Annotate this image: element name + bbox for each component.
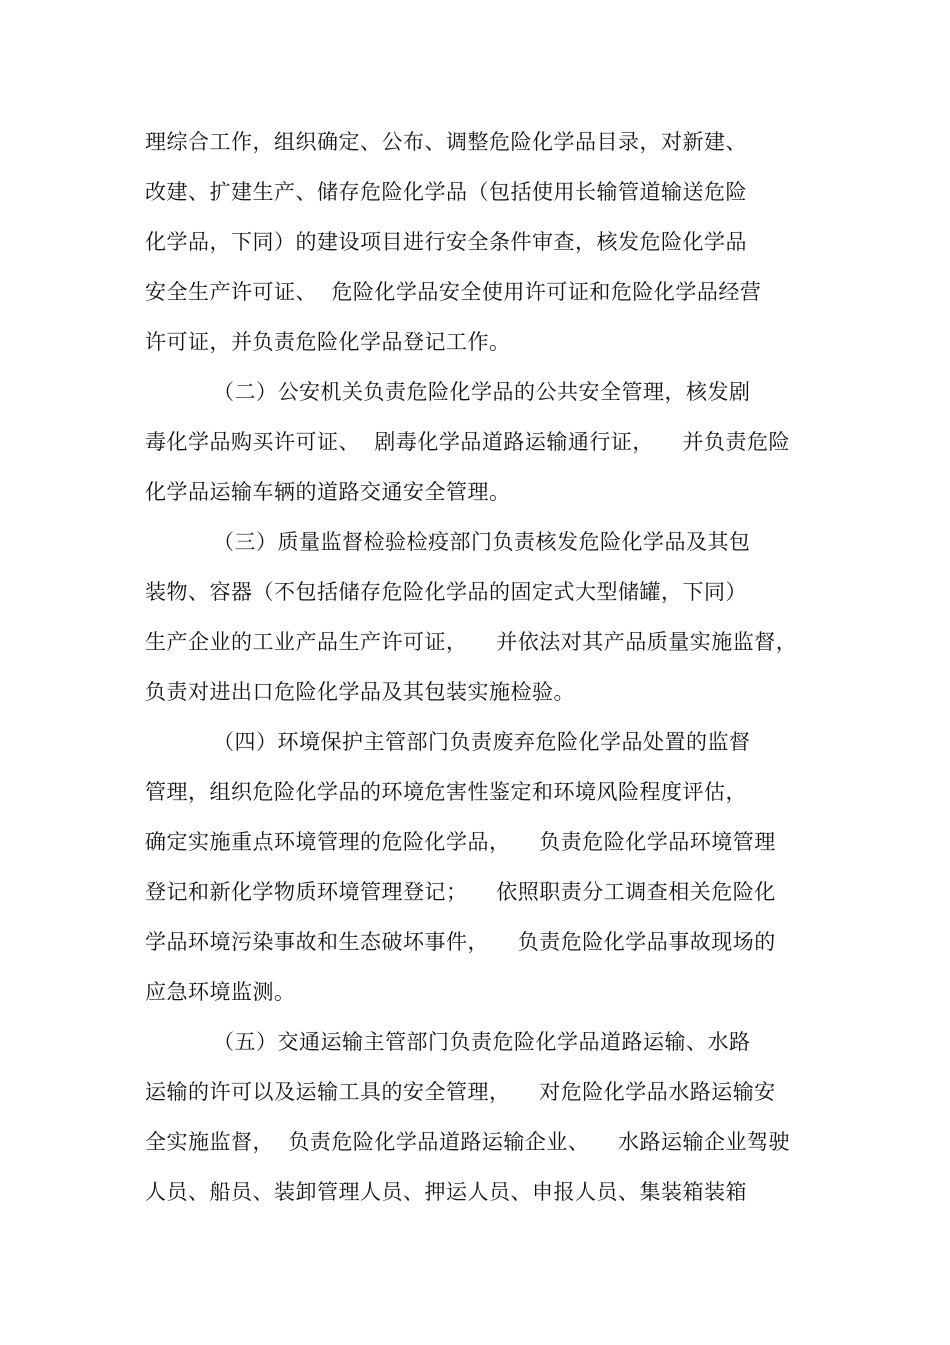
text-line: 改建、扩建生产、储存危险化学品（包括使用长输管道输送危险	[145, 180, 747, 204]
text-line: 化学品，下同）的建设项目进行安全条件审查，核发危险化学品	[145, 230, 747, 254]
text-line: 确定实施重点环境管理的危险化学品， 负责危险化学品环境管理	[145, 830, 776, 854]
paragraph-start-line: （三）质量监督检验检疫部门负责核发危险化学品及其包	[213, 530, 751, 554]
text-line: 运输的许可以及运输工具的安全管理， 对危险化学品水路运输安	[145, 1080, 776, 1104]
text-line: 生产企业的工业产品生产许可证， 并依法对其产品质量实施监督，	[145, 630, 798, 654]
text-line: 安全生产许可证、 危险化学品安全使用许可证和危险化学品经营	[145, 280, 762, 304]
text-line: 应急环境监测。	[145, 980, 296, 1004]
text-line: 许可证，并负责危险化学品登记工作。	[145, 330, 511, 354]
text-line: 负责对进出口危险化学品及其包装实施检验。	[145, 680, 575, 704]
text-line: 全实施监督， 负责危险化学品道路运输企业、 水路运输企业驾驶	[145, 1130, 791, 1154]
text-line: 管理，组织危险化学品的环境危害性鉴定和环境风险程度评估，	[145, 780, 747, 804]
paragraph-start-line: （五）交通运输主管部门负责危险化学品道路运输、水路	[213, 1030, 751, 1054]
paragraph-start-line: （二）公安机关负责危险化学品的公共安全管理，核发剧	[213, 380, 751, 404]
text-line: 登记和新化学物质环境管理登记； 依照职责分工调查相关危险化	[145, 880, 776, 904]
text-line: 化学品运输车辆的道路交通安全管理。	[145, 480, 511, 504]
text-line: 人员、船员、装卸管理人员、押运人员、申报人员、集装箱装箱	[145, 1180, 747, 1204]
text-line: 毒化学品购买许可证、 剧毒化学品道路运输通行证， 并负责危险	[145, 430, 791, 454]
text-line: 学品环境污染事故和生态破坏事件， 负责危险化学品事故现场的	[145, 930, 776, 954]
text-line: 装物、容器（不包括储存危险化学品的固定式大型储罐，下同）	[145, 580, 747, 604]
paragraph-start-line: （四）环境保护主管部门负责废弃危险化学品处置的监督	[213, 730, 751, 754]
text-line: 理综合工作，组织确定、公布、调整危险化学品目录，对新建、	[145, 130, 747, 154]
